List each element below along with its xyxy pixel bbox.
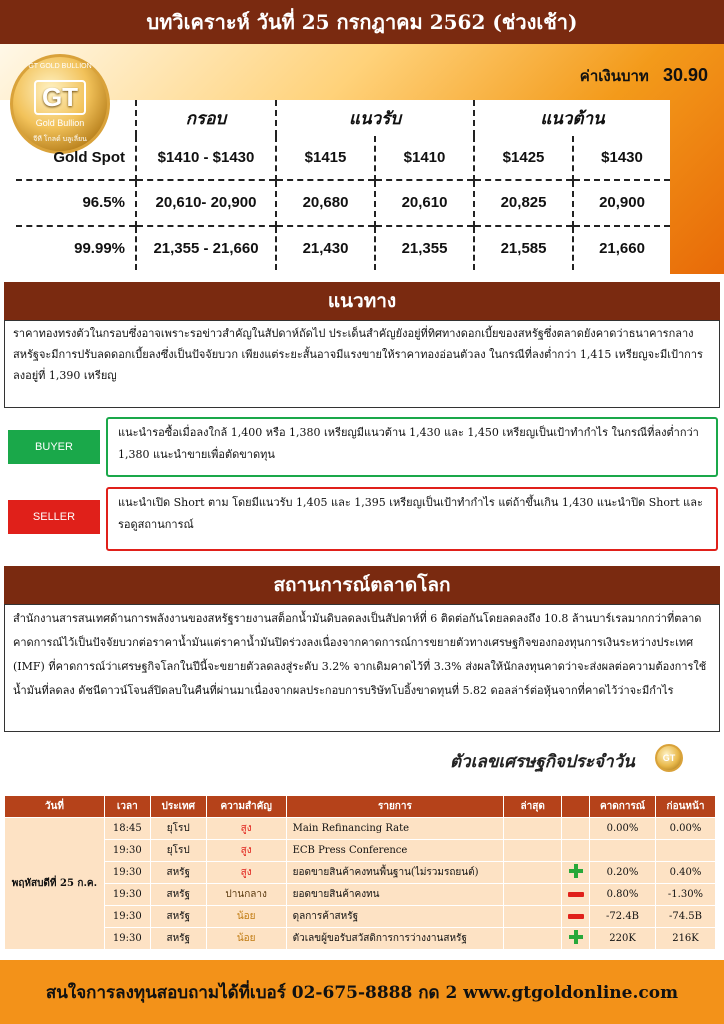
econ-forecast: 220K: [590, 928, 656, 950]
econ-importance: สูง: [206, 840, 286, 862]
exchange-rate-value: 30.90: [662, 65, 708, 85]
econ-col-country: ประเทศ: [150, 796, 206, 818]
econ-time: 19:30: [104, 840, 150, 862]
econ-previous: 0.00%: [655, 818, 715, 840]
econ-previous: -74.5B: [655, 906, 715, 928]
econ-col-forecast: คาดการณ์: [590, 796, 656, 818]
econ-country: สหรัฐ: [150, 928, 206, 950]
econ-country: ยุโรป: [150, 818, 206, 840]
econ-country: สหรัฐ: [150, 906, 206, 928]
econ-previous: -1.30%: [655, 884, 715, 906]
logo-ring-bottom: จีที โกลด์ บลูเลี่ยน: [33, 136, 87, 143]
guidance-header: [4, 282, 720, 320]
price-range: $1410 - $1430: [136, 136, 276, 180]
price-row-label: 96.5%: [16, 180, 136, 226]
price-resistance-2: $1430: [573, 136, 670, 180]
econ-row: [5, 884, 716, 906]
econ-time: 19:30: [104, 862, 150, 884]
price-table-header: [16, 100, 670, 136]
econ-event: ยอดขายสินค้าคงทน: [286, 884, 504, 906]
world-header: [4, 566, 720, 604]
logo-mark: GT: [34, 80, 86, 115]
econ-importance: ปานกลาง: [206, 884, 286, 906]
econ-forecast: [590, 840, 656, 862]
econ-latest: [504, 818, 562, 840]
price-support-1: 20,680: [276, 180, 375, 226]
price-support-2: 21,355: [375, 226, 474, 270]
plus-icon: [569, 930, 583, 944]
econ-col-importance: ความสำคัญ: [206, 796, 286, 818]
econ-time: 19:30: [104, 928, 150, 950]
econ-sign: [562, 818, 590, 840]
price-support-2: $1410: [375, 136, 474, 180]
price-support-1: 21,430: [276, 226, 375, 270]
econ-col-sign: [562, 796, 590, 818]
econ-previous: [655, 840, 715, 862]
price-row-label: 99.99%: [16, 226, 136, 270]
plus-icon: [569, 864, 583, 878]
page-title-bar: [0, 0, 724, 44]
econ-row: [5, 928, 716, 950]
price-range: 21,355 - 21,660: [136, 226, 276, 270]
price-row-965: [16, 180, 670, 226]
econ-title: ตัวเลขเศรษฐกิจประจำวัน: [450, 752, 635, 772]
price-row-label: Gold Spot: [53, 148, 125, 166]
econ-latest: [504, 862, 562, 884]
econ-event: ดุลการค้าสหรัฐ: [286, 906, 504, 928]
econ-forecast: 0.00%: [590, 818, 656, 840]
econ-time: 19:30: [104, 906, 150, 928]
econ-previous: 216K: [655, 928, 715, 950]
price-resistance-1: $1425: [474, 136, 573, 180]
econ-country: ยุโรป: [150, 840, 206, 862]
econ-importance: น้อย: [206, 928, 286, 950]
exchange-rate-label: ค่าเงินบาท: [579, 68, 649, 85]
econ-row: [5, 818, 716, 840]
price-resistance-2: 20,900: [573, 180, 670, 226]
econ-col-date: วันที่: [5, 796, 105, 818]
econ-col-previous: ก่อนหน้า: [655, 796, 715, 818]
econ-importance: สูง: [206, 862, 286, 884]
price-range: 20,610- 20,900: [136, 180, 276, 226]
econ-latest: [504, 840, 562, 862]
econ-latest: [504, 928, 562, 950]
econ-day: พฤหัสบดีที่ 25 ก.ค.: [5, 818, 105, 950]
econ-country: สหรัฐ: [150, 884, 206, 906]
seller-tag: SELLER: [8, 500, 100, 534]
econ-col-latest: ล่าสุด: [504, 796, 562, 818]
econ-importance: น้อย: [206, 906, 286, 928]
minus-icon: [568, 892, 584, 897]
price-header-support: แนวรับ: [276, 100, 474, 136]
price-header-empty: [16, 100, 136, 136]
minus-icon: [568, 914, 584, 919]
econ-forecast: -72.4B: [590, 906, 656, 928]
econ-event: ตัวเลขผู้ขอรับสวัสดิการการว่างงานสหรัฐ: [286, 928, 504, 950]
seller-advice: แนะนำเปิด Short ตาม โดยมีแนวรับ 1,405 และ 1,395 เหรียญเป็นเป้าทำกำไร แต่ถ้าขึ้นเกิน 1,430 แนะนำปิด Short และรอดูสถานการณ์: [106, 487, 718, 551]
econ-event: ECB Press Conference: [286, 840, 504, 862]
econ-country: สหรัฐ: [150, 862, 206, 884]
econ-sign: [562, 862, 590, 884]
econ-sign: [562, 906, 590, 928]
world-text: สำนักงานสารสนเทศด้านการพลังงานของสหรัฐรายงานสต็อกน้ำมันดิบลดลงเป็นสัปดาห์ที่ 6 ติดต่อกันโดยลดลงถึง 10.8 ล้านบาร์เรลมากกว่าที่ตลาดคาดการณ์ไว้เป็นปัจจัยบวกต่อราคาน้ำมันแต่ราคาน้ำมันปิดร่วงลงเนื่องจากคาดการณ์การขยายตัวทางเศรษฐกิจของกองทุนการเงินระหว่างประเทศ (IMF) ที่คาดการณ์ว่าเศรษฐกิจโลกในปีนี้จะขยายตัวลดลงสู่ระดับ 3.2% จากเดิมคาดไว้ที่ 3.3% ส่งผลให้นักลงทุนคาดว่าจะส่งผลต่อความต้องการใช้น้ำมันที่ลดลง ดัชนีดาวน์โจนส์ปิดลบในคืนที่ผ่านมาเนื่องจากผลประกอบการบริษัทโบอิ้งขาดทุนที่ 5.82 ดอลล่าร์ต่อหุ้นจากที่คาดไว้ว่าจะมีกำไร: [4, 604, 720, 732]
buyer-advice: แนะนำรอซื้อเมื่อลงใกล้ 1,400 หรือ 1,380 เหรียญมีแนวต้าน 1,430 และ 1,450 เหรียญเป็นเป้าทำกำไร ในกรณีที่ลงต่ำกว่า 1,380 แนะนำขายเพื่อตัดขาดทุน: [106, 417, 718, 477]
econ-sign: [562, 884, 590, 906]
page-title: บทวิเคราะห์ วันที่ 25 กรกฎาคม 2562 (ช่วงเช้า): [146, 10, 578, 34]
econ-previous: 0.40%: [655, 862, 715, 884]
logo-name: Gold Bullion: [35, 118, 85, 128]
buyer-tag: BUYER: [8, 430, 100, 464]
econ-event: Main Refinancing Rate: [286, 818, 504, 840]
econ-col-event: รายการ: [286, 796, 504, 818]
econ-col-time: เวลา: [104, 796, 150, 818]
econ-importance: สูง: [206, 818, 286, 840]
price-resistance-1: 21,585: [474, 226, 573, 270]
price-resistance-1: 20,825: [474, 180, 573, 226]
econ-row: [5, 862, 716, 884]
econ-forecast: 0.20%: [590, 862, 656, 884]
econ-time: 19:30: [104, 884, 150, 906]
price-table: [16, 100, 670, 270]
econ-header-row: [5, 796, 716, 818]
price-header-range: กรอบ: [136, 100, 276, 136]
price-support-1: $1415: [276, 136, 375, 180]
econ-sign: [562, 928, 590, 950]
econ-forecast: 0.80%: [590, 884, 656, 906]
econ-latest: [504, 884, 562, 906]
contact-footer: [0, 960, 724, 1024]
econ-sign: [562, 840, 590, 862]
econ-table: [4, 795, 716, 950]
exchange-rate: [580, 64, 708, 88]
price-support-2: 20,610: [375, 180, 474, 226]
price-header-resistance: แนวต้าน: [474, 100, 670, 136]
logo-ring-top: GT GOLD BULLION: [28, 63, 92, 70]
econ-row: [5, 840, 716, 862]
guidance-title: แนวทาง: [327, 290, 397, 312]
price-resistance-2: 21,660: [573, 226, 670, 270]
econ-time: 18:45: [104, 818, 150, 840]
world-title: สถานการณ์ตลาดโลก: [273, 574, 451, 596]
guidance-text: ราคาทองทรงตัวในกรอบซึ่งอาจเพราะรอข่าวสำคัญในสัปดาห์ถัดไป ประเด็นสำคัญยังอยู่ที่ทิศทางดอกเบี้ยของสหรัฐซึ่งตลาดยังคาดว่าธนาคารกลางสหรัฐจะมีการปรับลดดอกเบี้ยลงซึ่งเป็นปัจจัยบวก เพียงแต่ระยะสั้นอาจมีแรงขายให้ราคาทองอ่อนตัวลง ในกรณีที่ลงต่ำกว่า 1,415 เหรียญจะมีเป้าการลงอยู่ที่ 1,390 เหรียญ: [4, 320, 720, 408]
footer-contact-text: สนใจการลงทุนสอบถามได้ที่เบอร์ 02-675-8888 กด 2 www.gtgoldonline.com: [45, 982, 679, 1003]
econ-latest: [504, 906, 562, 928]
price-row-9999: [16, 226, 670, 270]
econ-event: ยอดขายสินค้าคงทนพื้นฐาน(ไม่รวมรถยนต์): [286, 862, 504, 884]
econ-row: [5, 906, 716, 928]
econ-gt-logo: GT: [655, 744, 683, 772]
price-row-gold-spot: [16, 136, 670, 180]
